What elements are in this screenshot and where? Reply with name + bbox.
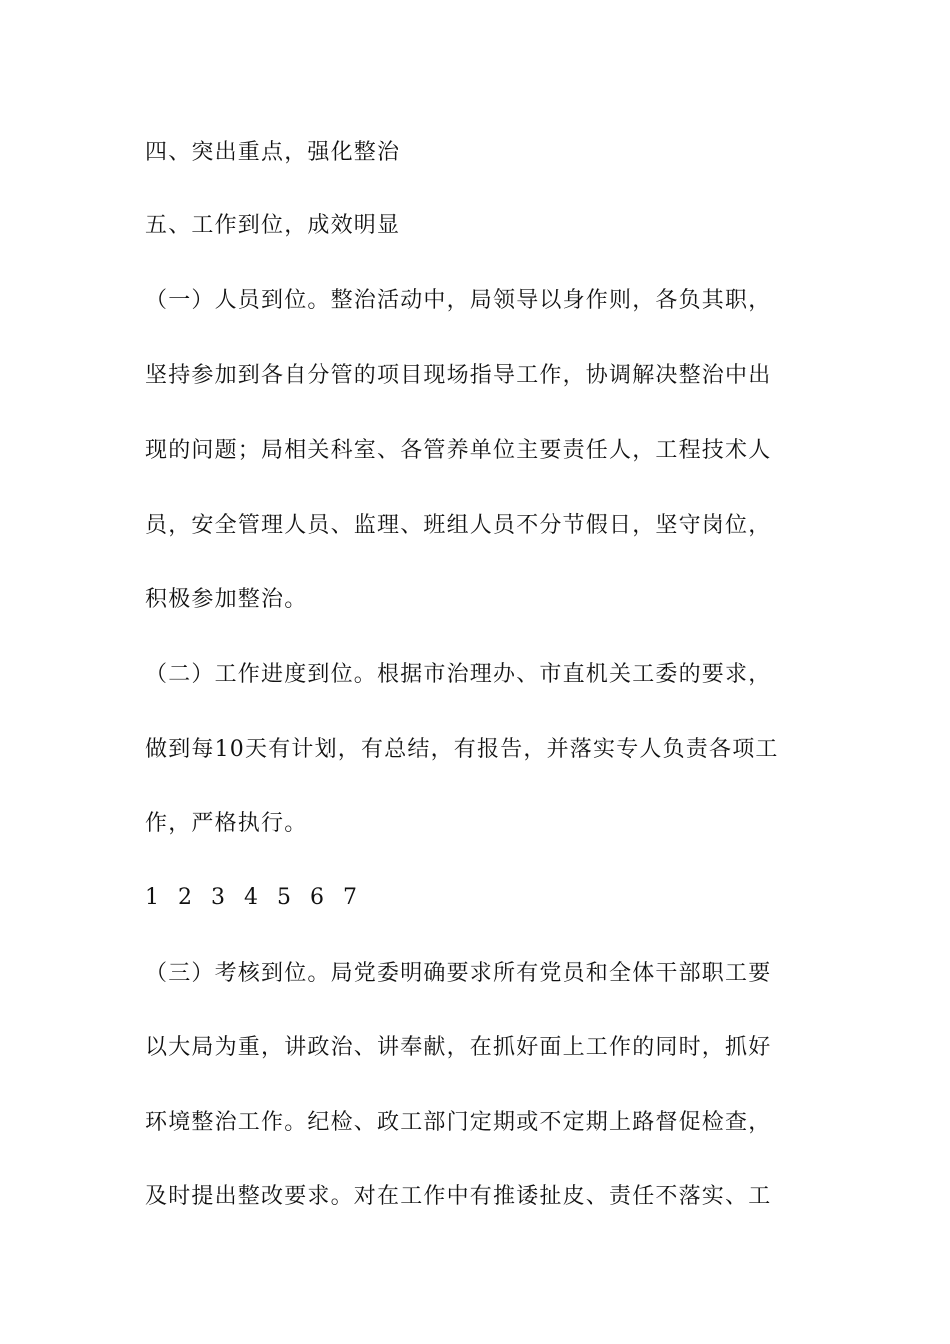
paragraph-line: （三）考核到位。局党委明确要求所有党员和全体干部职工要	[145, 961, 772, 986]
paragraph-line: 现的问题；局相关科室、各管养单位主要责任人，工程技术人	[145, 438, 772, 463]
section-heading-4: 四、突出重点，强化整治	[145, 140, 401, 165]
paragraph-line: （二）工作进度到位。根据市治理办、市直机关工委的要求，	[145, 662, 772, 687]
paragraph-line: 积极参加整治。	[145, 587, 308, 612]
paragraph-line: 以大局为重，讲政治、讲奉献，在抓好面上工作的同时，抓好	[145, 1035, 772, 1060]
paragraph-line: （一）人员到位。整治活动中，局领导以身作则，各负其职，	[145, 288, 772, 313]
paragraph-line: 做到每10天有计划，有总结，有报告，并落实专人负责各项工	[145, 737, 779, 762]
paragraph-line: 员，安全管理人员、监理、班组人员不分节假日，坚守岗位，	[145, 513, 772, 538]
paragraph-line: 及时提出整改要求。对在工作中有推诿扯皮、责任不落实、工	[145, 1184, 772, 1209]
paragraph-line: 坚持参加到各自分管的项目现场指导工作，协调解决整治中出	[145, 363, 772, 388]
section-heading-5: 五、工作到位，成效明显	[145, 213, 401, 238]
paragraph-line: 作，严格执行。	[145, 811, 308, 836]
paragraph-line: 环境整治工作。纪检、政工部门定期或不定期上路督促检查，	[145, 1110, 772, 1135]
number-sequence: 1 2 3 4 5 6 7	[145, 885, 363, 910]
